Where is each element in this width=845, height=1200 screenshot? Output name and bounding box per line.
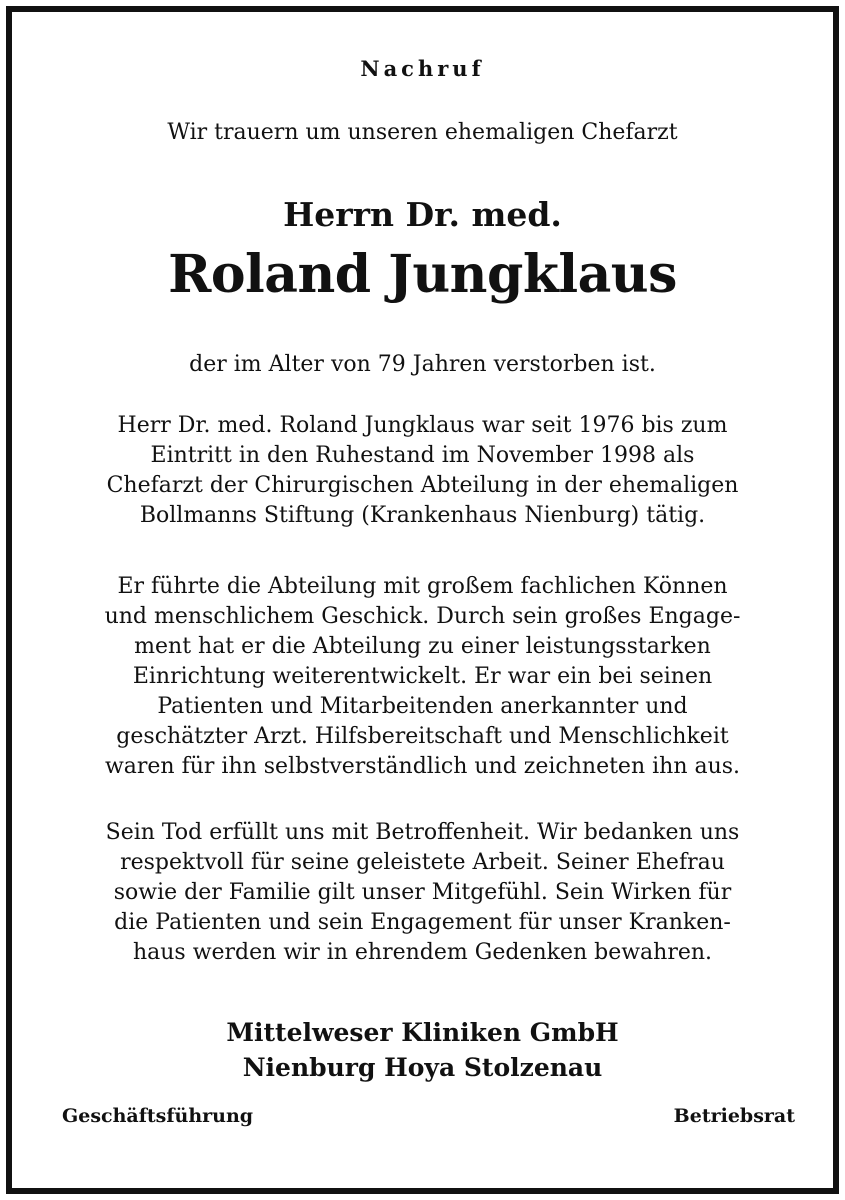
paragraph-career xyxy=(42,411,803,531)
intro-line: Wir trauern um unseren ehemaligen Chefarzt xyxy=(167,120,678,145)
text-line: respektvoll für seine geleistete Arbeit. Seiner Ehefrau xyxy=(120,850,725,875)
text-line: Patienten und Mitarbeitenden anerkannter und xyxy=(157,694,688,719)
text-line: Chefarzt der Chirurgischen Abteilung in der ehemaligen xyxy=(106,473,739,498)
notice-heading: Nachruf xyxy=(360,56,485,81)
text-line: haus werden wir in ehrendem Gedenken bewahren. xyxy=(132,940,713,965)
obituary-notice xyxy=(6,6,839,1194)
organization-name: Mittelweser Kliniken GmbH xyxy=(226,1018,619,1047)
signature-management: Geschäftsführung xyxy=(62,1105,254,1127)
text-line: Eintritt in den Ruhestand im November 1998 als xyxy=(150,443,695,468)
text-line: Bollmanns Stiftung (Krankenhaus Nienburg) tätig. xyxy=(139,503,706,528)
text-line: Sein Tod erfüllt uns mit Betroffenheit. Wir bedanken uns xyxy=(105,820,740,845)
age-line: der im Alter von 79 Jahren verstorben ist. xyxy=(189,352,656,377)
signature-works-council: Betriebsrat xyxy=(673,1105,795,1127)
text-line: und menschlichem Geschick. Durch sein großes Engage- xyxy=(104,604,741,629)
honorific-title: Herrn Dr. med. xyxy=(283,195,562,234)
text-line: geschätzter Arzt. Hilfsbereitschaft und Menschlichkeit xyxy=(116,724,729,749)
deceased-name: Roland Jungklaus xyxy=(168,244,677,305)
text-line: Herr Dr. med. Roland Jungklaus war seit 1976 bis zum xyxy=(117,413,728,438)
text-line: ment hat er die Abteilung zu einer leistungsstarken xyxy=(134,634,711,659)
text-line: sowie der Familie gilt unser Mitgefühl. Sein Wirken für xyxy=(113,880,732,905)
paragraph-achievements xyxy=(42,572,803,782)
text-line: Einrichtung weiterentwickelt. Er war ein bei seinen xyxy=(132,664,713,689)
text-line: Er führte die Abteilung mit großem fachlichen Können xyxy=(117,574,728,599)
text-line: waren für ihn selbstverständlich und zeichneten ihn aus. xyxy=(104,754,741,779)
text-line: die Patienten und sein Engagement für unser Kranken- xyxy=(114,910,731,935)
paragraph-condolence xyxy=(42,818,803,968)
organization-locations: Nienburg Hoya Stolzenau xyxy=(242,1053,603,1082)
